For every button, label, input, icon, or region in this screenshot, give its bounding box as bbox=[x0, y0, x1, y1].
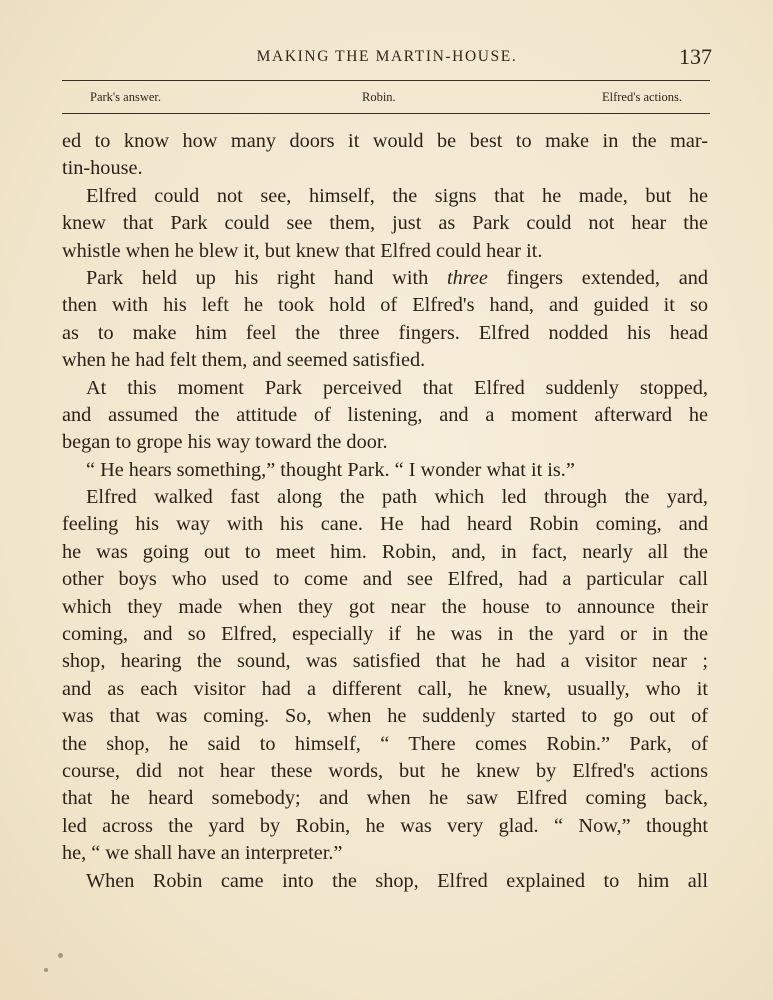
header-rule-top bbox=[62, 80, 710, 81]
text-line: and assumed the attitude of listening, and a moment afterward he bbox=[62, 403, 708, 426]
text-line: course, did not hear these words, but he knew by Elfred's actions bbox=[62, 759, 708, 782]
text-line: knew that Park could see them, just as Park could not hear the bbox=[62, 212, 708, 235]
text-fragment: Park held up his right hand with bbox=[86, 266, 447, 289]
page-number: 137 bbox=[679, 44, 712, 69]
text-line: When Robin came into the shop, Elfred explained to him all bbox=[86, 869, 708, 892]
text-line: he, “ we shall have an interpreter.” bbox=[62, 842, 343, 865]
text-line: At this moment Park perceived that Elfred suddenly stopped, bbox=[86, 376, 708, 399]
text-line: as to make him feel the three fingers. Elfred nodded his head bbox=[62, 321, 708, 344]
body-text bbox=[62, 128, 708, 895]
paper-speck bbox=[58, 953, 63, 958]
text-line: began to grope his way toward the door. bbox=[62, 431, 388, 454]
text-line: led across the yard by Robin, he was very glad. “ Now,” thought bbox=[62, 814, 708, 837]
text-line: Elfred walked fast along the path which led through the yard, bbox=[86, 486, 708, 509]
running-head bbox=[62, 44, 712, 74]
paper-speck bbox=[44, 968, 48, 972]
text-line: he was going out to meet him. Robin, and, in fact, nearly all the bbox=[62, 540, 708, 563]
sidenote-elfreds-actions: Elfred's actions. bbox=[601, 90, 682, 104]
text-line: “ He hears something,” thought Park. “ I wonder what it is.” bbox=[86, 458, 575, 481]
text-line: and as each visitor had a different call, he knew, usually, who it bbox=[62, 677, 708, 700]
running-title: MAKING THE MARTIN-HOUSE. bbox=[256, 48, 518, 65]
text-fragment: fingers extended, and bbox=[487, 266, 708, 289]
margin-notes bbox=[62, 90, 710, 108]
text-line: whistle when he blew it, but knew that Elfred could hear it. bbox=[62, 239, 543, 262]
text-line: was that was coming. So, when he suddenly started to go out of bbox=[62, 705, 708, 728]
header-rule-bottom bbox=[62, 113, 710, 114]
text-line: when he had felt them, and seemed satisfied. bbox=[62, 349, 426, 372]
text-line: that he heard somebody; and when he saw Elfred coming back, bbox=[62, 787, 708, 810]
text-line: which they made when they got near the house to announce their bbox=[62, 595, 708, 618]
text-line: shop, hearing the sound, was satisfied that he had a visitor near ; bbox=[62, 650, 708, 673]
text-line: tin-house. bbox=[62, 157, 143, 180]
text-line: ed to know how many doors it would be best to make in the mar- bbox=[62, 130, 708, 152]
sidenote-parks-answer: Park's answer. bbox=[90, 90, 161, 104]
text-line: then with his left he took hold of Elfred's hand, and guided it so bbox=[62, 294, 708, 317]
text-line: other boys who used to come and see Elfred, had a particular call bbox=[62, 568, 708, 591]
text-line: Elfred could not see, himself, the signs that he made, but he bbox=[86, 184, 708, 207]
text-line bbox=[62, 265, 708, 292]
text-line: the shop, he said to himself, “ There comes Robin.” Park, of bbox=[62, 732, 708, 755]
text-line: feeling his way with his cane. He had heard Robin coming, and bbox=[62, 513, 708, 536]
text-line: coming, and so Elfred, especially if he was in the yard or in the bbox=[62, 623, 708, 646]
emphasis-three: three bbox=[446, 266, 488, 289]
sidenote-robin: Robin. bbox=[362, 90, 396, 104]
